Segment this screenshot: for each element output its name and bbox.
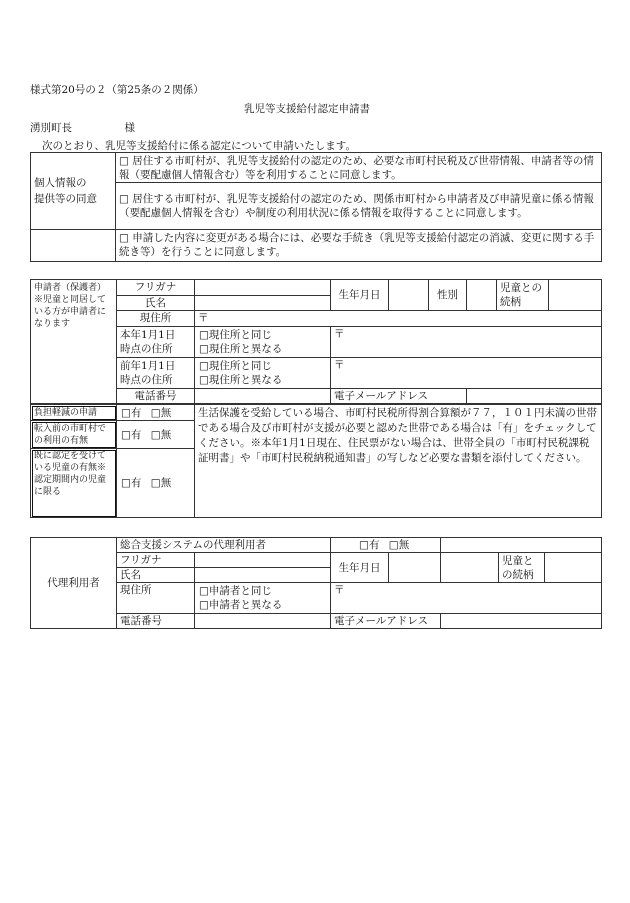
applicant-phone-label: 電話番号 — [117, 388, 195, 404]
proxy-address-label: 現住所 — [117, 583, 195, 613]
option-label: 現住所と同じ — [208, 359, 272, 372]
applicant-email-label: 電子メールアドレス — [331, 388, 467, 404]
applicant-address-label: 現住所 — [117, 311, 195, 327]
applicant-furigana-field[interactable] — [195, 280, 331, 296]
consent-3-checkbox[interactable] — [119, 232, 129, 244]
postal-mark: 〒 — [198, 312, 209, 325]
proxy-birthdate-field[interactable] — [389, 553, 441, 583]
postal-mark: 〒 — [334, 358, 345, 371]
consent-table — [30, 152, 602, 262]
applicant-sex-field[interactable] — [467, 280, 497, 311]
consent-item-2 — [116, 183, 602, 229]
jan1-this-different[interactable] — [199, 342, 327, 356]
consent-label-line2: 提供等の同意 — [34, 192, 97, 205]
applicant-birthdate-field[interactable] — [389, 280, 429, 311]
consent-3-text: 申請した内容に変更がある場合には、必要な手続き（乳児等支援給付認定の消滅、変更に関する手続き等）を行うことに同意します。 — [119, 232, 595, 259]
applicant-phone-field[interactable] — [195, 388, 331, 404]
applicant-sex-label: 性別 — [429, 280, 467, 311]
proxy-birthdate-label: 生年月日 — [331, 553, 389, 583]
jan1-prev-same[interactable] — [199, 359, 327, 373]
yes-label: 有 — [130, 406, 142, 419]
proxy-phone-label: 電話番号 — [117, 613, 195, 628]
consent-item-3 — [116, 229, 602, 262]
burden-yes-checkbox[interactable] — [121, 407, 131, 419]
applicant-address-field[interactable] — [195, 311, 602, 327]
proxy-relation-label: 児童との続柄 — [499, 553, 545, 583]
postal-mark: 〒 — [334, 327, 345, 340]
move-options — [117, 421, 195, 449]
proxy-phone-field[interactable] — [195, 613, 331, 628]
proxy-system-user-label: 総合支援システムの代理利用者 — [117, 538, 331, 553]
move-label: 転入前の市町村での利用の有無 — [31, 421, 117, 449]
applicant-name-label: 氏名 — [117, 295, 195, 311]
applicant-relation-label: 児童との続柄 — [497, 280, 549, 311]
move-no-checkbox[interactable] — [151, 429, 161, 441]
form-number: 様式第20号の２（第25条の２関係） — [30, 84, 204, 96]
no-label: 無 — [160, 406, 172, 419]
checkbox-icon — [199, 360, 209, 372]
jan1-this-same[interactable] — [199, 328, 327, 342]
yes-label: 有 — [130, 477, 142, 489]
checkbox-icon — [199, 374, 209, 386]
applicant-birthdate-label: 生年月日 — [331, 280, 389, 311]
burden-no-checkbox[interactable] — [151, 407, 161, 419]
proxy-system-spacer — [441, 538, 602, 553]
proxy-furigana-label: フリガナ — [117, 553, 195, 568]
jan1-this-line1: 本年1月1日 — [120, 328, 176, 341]
proxy-table — [30, 537, 602, 629]
addressee: 湧別町長 様 — [30, 122, 135, 134]
proxy-name-label: 氏名 — [117, 568, 195, 583]
jan1-prev-line2: 時点の住所 — [120, 373, 173, 386]
checkbox-icon — [199, 599, 209, 611]
proxy-address-field[interactable] — [331, 583, 602, 613]
applicant-furigana-label: フリガナ — [117, 280, 195, 296]
applicant-relation-field[interactable] — [549, 280, 602, 311]
checkbox-icon — [199, 343, 209, 355]
jan1-this-line2: 時点の住所 — [120, 342, 173, 355]
proxy-address-options — [195, 583, 331, 613]
applicant-email-field[interactable] — [467, 388, 602, 404]
applicant-jan1-prev-address[interactable] — [331, 357, 602, 388]
proxy-email-field[interactable] — [441, 613, 602, 628]
jan1-prev-different[interactable] — [199, 373, 327, 387]
applicant-table — [30, 279, 602, 404]
no-label: 無 — [160, 477, 172, 489]
cert-options — [117, 449, 195, 518]
checkbox-icon — [199, 329, 209, 341]
consent-2-checkbox[interactable] — [119, 193, 129, 205]
consent-item-1 — [116, 153, 602, 183]
move-yes-checkbox[interactable] — [121, 429, 131, 441]
yes-label: 有 — [130, 428, 142, 441]
applicant-side-label: 申請者（保護者）※児童と同居している方が申請者になります — [31, 280, 117, 404]
consent-2-text: 居住する市町村が、乳児等支援給付の認定のため、関係市町村から申請者及び申請児童に係る情報（要配慮個人情報を含む）や制度の利用状況に係る情報を取得することに同意します。 — [119, 192, 594, 219]
cert-yes-checkbox[interactable] — [121, 477, 131, 489]
consent-label-line1: 個人情報の — [34, 176, 87, 189]
checks-table — [30, 404, 602, 518]
proxy-different-option[interactable] — [199, 598, 327, 612]
jan1-prev-line1: 前年1月1日 — [120, 359, 176, 372]
proxy-same-option[interactable] — [199, 584, 327, 598]
proxy-blank — [441, 553, 499, 583]
consent-1-checkbox[interactable] — [119, 155, 129, 167]
applicant-jan1-this-address[interactable] — [331, 326, 602, 357]
no-label: 無 — [398, 539, 410, 552]
option-label: 申請者と同じ — [208, 585, 272, 598]
option-label: 現住所と異なる — [208, 342, 283, 355]
yes-label: 有 — [368, 539, 380, 552]
cert-no-checkbox[interactable] — [151, 477, 161, 489]
proxy-email-label: 電子メールアドレス — [331, 613, 441, 628]
proxy-yes-checkbox[interactable] — [359, 539, 369, 551]
checkbox-icon — [199, 585, 209, 597]
applicant-jan1-this-options — [195, 326, 331, 357]
applicant-jan1-this-label — [117, 326, 195, 357]
no-label: 無 — [160, 428, 172, 441]
form-title: 乳児等支援給付認定申請書 — [244, 103, 370, 115]
consent-spacer — [31, 229, 116, 262]
proxy-no-checkbox[interactable] — [389, 539, 399, 551]
postal-mark: 〒 — [334, 584, 345, 597]
checks-note: 生活保護を受給している場合、市町村民税所得割合算額が７７，１０１円未満の世帯である場合及び市町村が支援が必要と認めた世帯である場合は「有」をチェックしてください。※本年1月1日現在、住民票がない場合は、世帯全員の「市町村民税課税証明書」や「市町村民税納税通知書」の写しなど必要な書類を添付してください。 — [195, 405, 602, 518]
option-label: 申請者と異なる — [208, 599, 283, 612]
cert-label: 既に認定を受けている児童の有無※認定期間内の児童に限る — [31, 449, 117, 518]
applicant-jan1-prev-options — [195, 357, 331, 388]
proxy-system-options — [331, 538, 441, 553]
proxy-relation-field[interactable] — [545, 553, 602, 583]
applicant-name-field[interactable] — [195, 295, 331, 311]
consent-label — [31, 153, 116, 230]
proxy-name-field[interactable] — [195, 568, 331, 583]
consent-1-text: 居住する市町村が、乳児等支援給付の認定のため、必要な市町村民税及び世帯情報、申請者等の情報（要配慮個人情報含む）等を利用することに同意します。 — [119, 154, 594, 181]
option-label: 現住所と同じ — [208, 328, 272, 341]
burden-label: 負担軽減の申請 — [31, 405, 117, 421]
proxy-label: 代理利用者 — [31, 538, 117, 629]
applicant-jan1-prev-label — [117, 357, 195, 388]
option-label: 現住所と異なる — [208, 373, 283, 386]
burden-options — [117, 405, 195, 421]
intro-text: 次のとおり、乳児等支援給付に係る認定について申請いたします。 — [42, 140, 356, 152]
proxy-furigana-field[interactable] — [195, 553, 331, 568]
